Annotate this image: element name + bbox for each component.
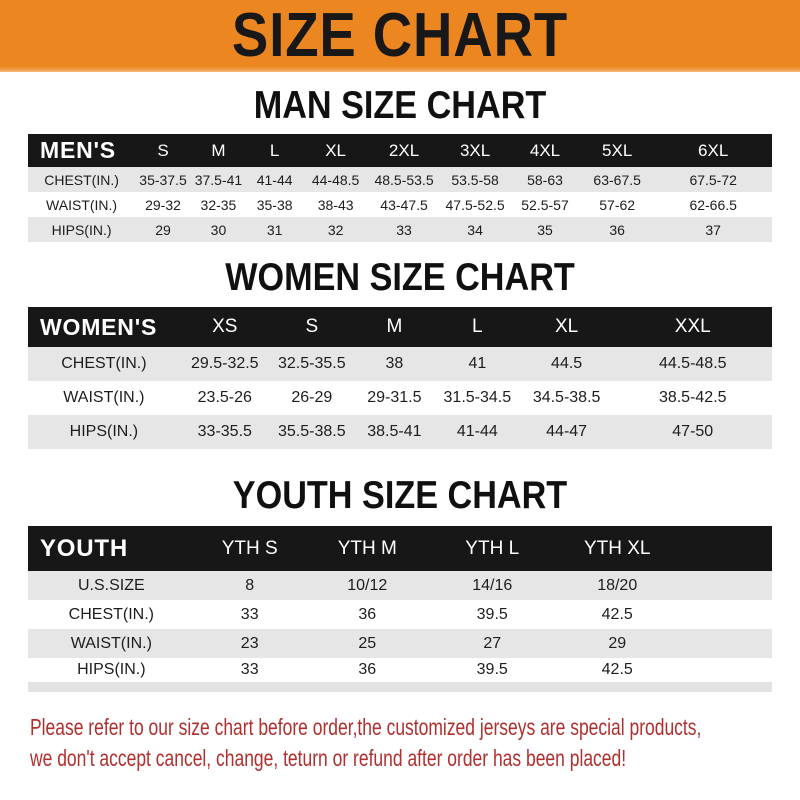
women-corner-label: WOMEN'S bbox=[28, 307, 180, 347]
women-table-row bbox=[28, 347, 772, 381]
youth-cell: 23 bbox=[195, 629, 305, 658]
men-cell: 29-32 bbox=[135, 192, 191, 217]
women-table-row bbox=[28, 381, 772, 415]
youth-cell: 27 bbox=[430, 629, 555, 658]
footer-notice bbox=[30, 712, 800, 774]
men-cell: 62-66.5 bbox=[654, 192, 772, 217]
men-column-header: 2XL bbox=[368, 134, 440, 167]
youth-table-row bbox=[28, 629, 772, 658]
youth-cell: 29 bbox=[555, 629, 680, 658]
youth-cell: 8 bbox=[195, 571, 305, 600]
women-cell: 47-50 bbox=[613, 415, 772, 449]
men-column-header: L bbox=[246, 134, 303, 167]
youth-cell: 36 bbox=[305, 600, 430, 629]
men-header-row bbox=[28, 134, 772, 167]
men-cell: 37 bbox=[654, 217, 772, 242]
men-column-header: XL bbox=[303, 134, 368, 167]
men-table-row bbox=[28, 167, 772, 192]
men-table-row bbox=[28, 217, 772, 242]
men-cell: 36 bbox=[580, 217, 654, 242]
women-table-row bbox=[28, 415, 772, 449]
men-cell: 31 bbox=[246, 217, 303, 242]
youth-cell: 39.5 bbox=[430, 658, 555, 687]
men-cell: 30 bbox=[191, 217, 246, 242]
youth-header-row bbox=[28, 526, 772, 571]
women-cell: 34.5-38.5 bbox=[520, 381, 614, 415]
women-row-label: WAIST(IN.) bbox=[28, 381, 180, 415]
women-cell: 44.5-48.5 bbox=[613, 347, 772, 381]
youth-cell: 14/16 bbox=[430, 571, 555, 600]
men-table-row bbox=[28, 192, 772, 217]
women-row-label: HIPS(IN.) bbox=[28, 415, 180, 449]
men-chart-heading-text: MAN SIZE CHART bbox=[253, 82, 547, 127]
youth-column-header: YTH L bbox=[430, 526, 555, 571]
men-cell: 63-67.5 bbox=[580, 167, 654, 192]
men-cell: 41-44 bbox=[246, 167, 303, 192]
women-cell: 38 bbox=[354, 347, 435, 381]
youth-cell: 39.5 bbox=[430, 600, 555, 629]
women-size-table bbox=[28, 307, 772, 449]
women-size-chart-section bbox=[0, 254, 800, 449]
men-cell: 35-37.5 bbox=[135, 167, 191, 192]
youth-row-label: HIPS(IN.) bbox=[28, 658, 195, 687]
notice-line-2: we don't accept cancel, change, teturn or refund after order has been placed! bbox=[30, 745, 627, 771]
youth-table-row bbox=[28, 600, 772, 629]
women-cell: 29-31.5 bbox=[354, 381, 435, 415]
youth-table-row bbox=[28, 658, 772, 687]
women-cell: 31.5-34.5 bbox=[435, 381, 520, 415]
women-chart-heading-text: WOMEN SIZE CHART bbox=[225, 254, 575, 299]
women-chart-heading bbox=[0, 254, 800, 299]
women-cell: 41-44 bbox=[435, 415, 520, 449]
men-corner-label: MEN'S bbox=[28, 134, 135, 167]
youth-cell bbox=[680, 571, 772, 600]
banner-title: SIZE CHART bbox=[231, 1, 569, 70]
men-cell: 29 bbox=[135, 217, 191, 242]
men-cell: 58-63 bbox=[510, 167, 580, 192]
men-size-chart-section bbox=[0, 82, 800, 242]
men-cell: 35 bbox=[510, 217, 580, 242]
notice-line-1: Please refer to our size chart before order,the customized jerseys are special products, bbox=[30, 714, 702, 740]
men-cell: 33 bbox=[368, 217, 440, 242]
youth-chart-heading bbox=[0, 472, 800, 517]
banner-heading bbox=[209, 1, 591, 70]
women-row-label: CHEST(IN.) bbox=[28, 347, 180, 381]
women-cell: 35.5-38.5 bbox=[270, 415, 354, 449]
youth-cell bbox=[680, 658, 772, 687]
men-chart-heading bbox=[0, 82, 800, 127]
women-column-header: L bbox=[435, 307, 520, 347]
youth-cell: 33 bbox=[195, 658, 305, 687]
youth-corner-label: YOUTH bbox=[28, 526, 195, 571]
youth-column-header: YTH S bbox=[195, 526, 305, 571]
women-column-header: XL bbox=[520, 307, 614, 347]
men-row-label: HIPS(IN.) bbox=[28, 217, 135, 242]
men-row-label: CHEST(IN.) bbox=[28, 167, 135, 192]
women-column-header: S bbox=[270, 307, 354, 347]
men-column-header: M bbox=[191, 134, 246, 167]
men-column-header: 5XL bbox=[580, 134, 654, 167]
men-cell: 52.5-57 bbox=[510, 192, 580, 217]
women-cell: 44-47 bbox=[520, 415, 614, 449]
men-size-table bbox=[28, 134, 772, 242]
men-cell: 57-62 bbox=[580, 192, 654, 217]
men-column-header: 3XL bbox=[440, 134, 510, 167]
men-cell: 53.5-58 bbox=[440, 167, 510, 192]
women-header-row bbox=[28, 307, 772, 347]
women-cell: 44.5 bbox=[520, 347, 614, 381]
youth-row-label: U.S.SIZE bbox=[28, 571, 195, 600]
youth-cell bbox=[680, 600, 772, 629]
youth-column-header: YTH M bbox=[305, 526, 430, 571]
men-cell: 32 bbox=[303, 217, 368, 242]
women-column-header: XXL bbox=[613, 307, 772, 347]
youth-size-table bbox=[28, 526, 772, 692]
men-cell: 34 bbox=[440, 217, 510, 242]
men-cell: 43-47.5 bbox=[368, 192, 440, 217]
men-column-header: S bbox=[135, 134, 191, 167]
youth-cell: 25 bbox=[305, 629, 430, 658]
youth-cell: 10/12 bbox=[305, 571, 430, 600]
youth-cell bbox=[680, 629, 772, 658]
youth-size-chart-section bbox=[0, 472, 800, 692]
men-cell: 48.5-53.5 bbox=[368, 167, 440, 192]
women-cell: 23.5-26 bbox=[180, 381, 270, 415]
youth-cell: 18/20 bbox=[555, 571, 680, 600]
men-cell: 47.5-52.5 bbox=[440, 192, 510, 217]
youth-cell: 42.5 bbox=[555, 658, 680, 687]
youth-column-header bbox=[680, 526, 772, 571]
women-cell: 26-29 bbox=[270, 381, 354, 415]
size-chart-sections bbox=[0, 82, 800, 692]
women-cell: 38.5-41 bbox=[354, 415, 435, 449]
men-cell: 35-38 bbox=[246, 192, 303, 217]
youth-table-row bbox=[28, 571, 772, 600]
women-cell: 38.5-42.5 bbox=[613, 381, 772, 415]
youth-row-label: CHEST(IN.) bbox=[28, 600, 195, 629]
men-column-header: 6XL bbox=[654, 134, 772, 167]
women-column-header: XS bbox=[180, 307, 270, 347]
youth-cell: 36 bbox=[305, 658, 430, 687]
youth-row-label: WAIST(IN.) bbox=[28, 629, 195, 658]
men-cell: 32-35 bbox=[191, 192, 246, 217]
youth-cell: 42.5 bbox=[555, 600, 680, 629]
youth-cell: 33 bbox=[195, 600, 305, 629]
men-cell: 67.5-72 bbox=[654, 167, 772, 192]
women-cell: 33-35.5 bbox=[180, 415, 270, 449]
youth-column-header: YTH XL bbox=[555, 526, 680, 571]
youth-chart-heading-text: YOUTH SIZE CHART bbox=[232, 472, 568, 517]
men-cell: 44-48.5 bbox=[303, 167, 368, 192]
banner bbox=[0, 0, 800, 72]
men-row-label: WAIST(IN.) bbox=[28, 192, 135, 217]
men-cell: 37.5-41 bbox=[191, 167, 246, 192]
women-column-header: M bbox=[354, 307, 435, 347]
women-cell: 41 bbox=[435, 347, 520, 381]
men-cell: 38-43 bbox=[303, 192, 368, 217]
men-column-header: 4XL bbox=[510, 134, 580, 167]
women-cell: 29.5-32.5 bbox=[180, 347, 270, 381]
women-cell: 32.5-35.5 bbox=[270, 347, 354, 381]
